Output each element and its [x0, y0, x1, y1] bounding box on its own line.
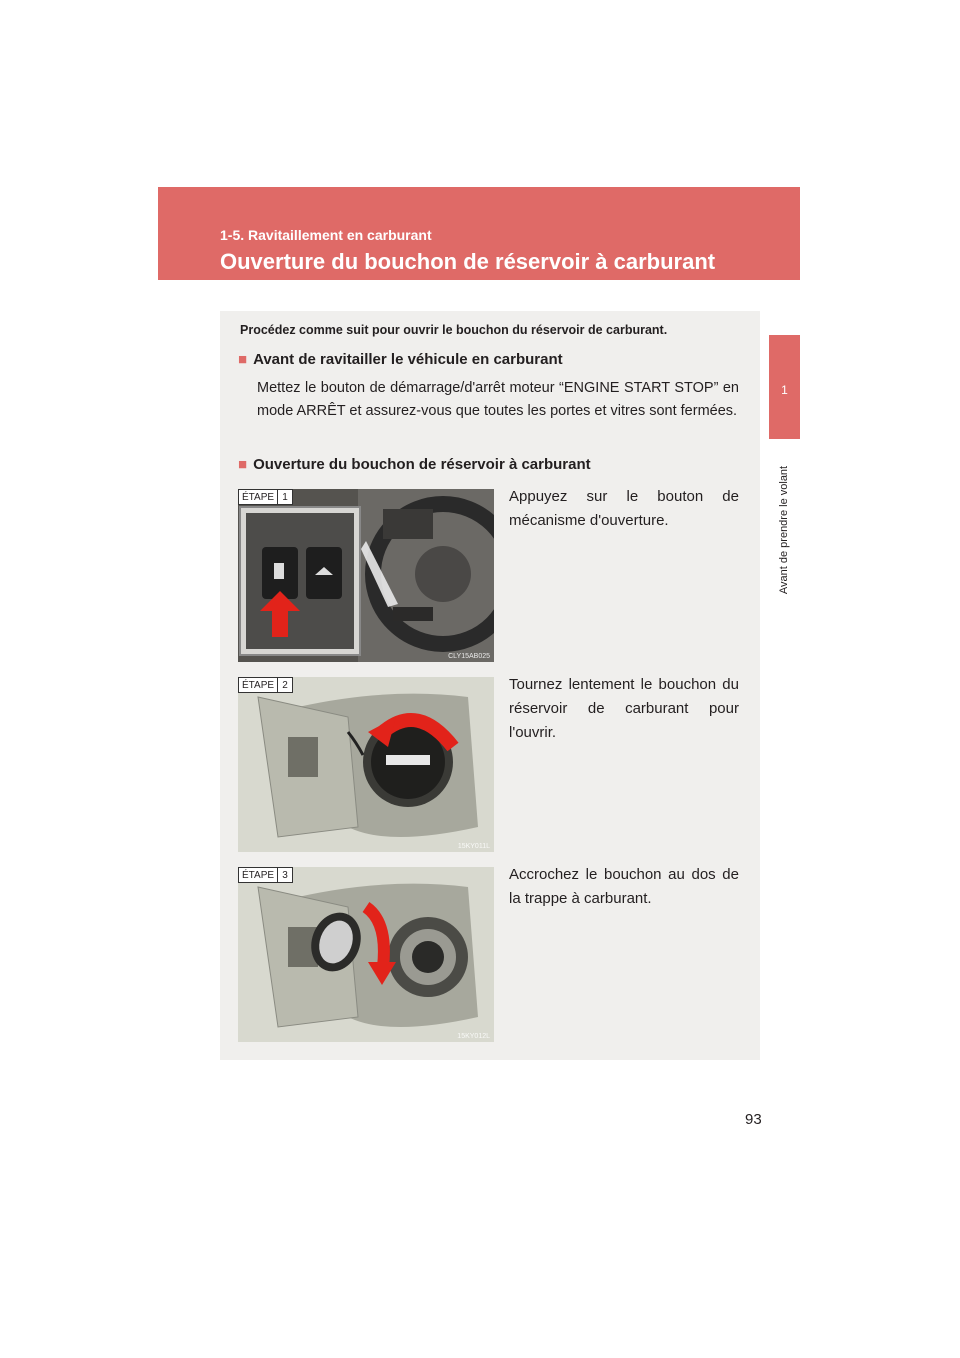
figure-code: 15KY011L: [457, 843, 490, 850]
chapter-number: 1: [781, 383, 788, 397]
fuel-cap-turn-illustration: [238, 677, 494, 852]
step-1-badge: ÉTAPE 1: [238, 489, 293, 505]
fuel-cap-hang-illustration: [238, 867, 494, 1042]
section-label: 1-5. Ravitaillement en carburant: [220, 227, 432, 243]
page-number: 93: [745, 1111, 762, 1128]
fuel-door-button-illustration: [238, 489, 494, 662]
step-3-text: Accrochez le bouchon au dos de la trappe à carburant.: [509, 866, 739, 907]
section-heading-before-refuel: ■ Avant de ravitailler le véhicule en carburant: [238, 351, 563, 368]
square-bullet-icon: ■: [238, 351, 248, 368]
chapter-header: [158, 187, 800, 280]
content-panel: [220, 311, 760, 1060]
step-2-text: Tournez lentement le bouchon du réservoir de carburant pour l'ouvrir.: [509, 676, 739, 741]
square-bullet-icon: ■: [238, 456, 248, 473]
figure-code: CLY15AB025: [448, 653, 490, 660]
step-2-illustration: [238, 677, 494, 852]
step-3-badge: ÉTAPE 3: [238, 867, 293, 883]
step-1-text: Appuyez sur le bouton de mécanisme d'ouverture.: [509, 488, 739, 529]
figure-code: 15KY012L: [457, 1033, 490, 1040]
step-3-illustration: [238, 867, 494, 1042]
step-1-illustration: [238, 489, 494, 662]
section-body: Mettez le bouton de démarrage/d'arrêt moteur “ENGINE START STOP” en mode ARRÊT et assurez-vous que toutes les portes et vitres sont fermées.: [257, 380, 739, 419]
page-title: Ouverture du bouchon de réservoir à carburant: [220, 249, 716, 274]
step-2-badge: ÉTAPE 2: [238, 677, 293, 693]
chapter-tab: [769, 335, 800, 439]
intro-text: Procédez comme suit pour ouvrir le bouchon du réservoir de carburant.: [240, 323, 668, 337]
section-heading-open-cap: ■ Ouverture du bouchon de réservoir à carburant: [238, 456, 591, 473]
chapter-title: Avant de prendre le volant: [778, 465, 790, 595]
